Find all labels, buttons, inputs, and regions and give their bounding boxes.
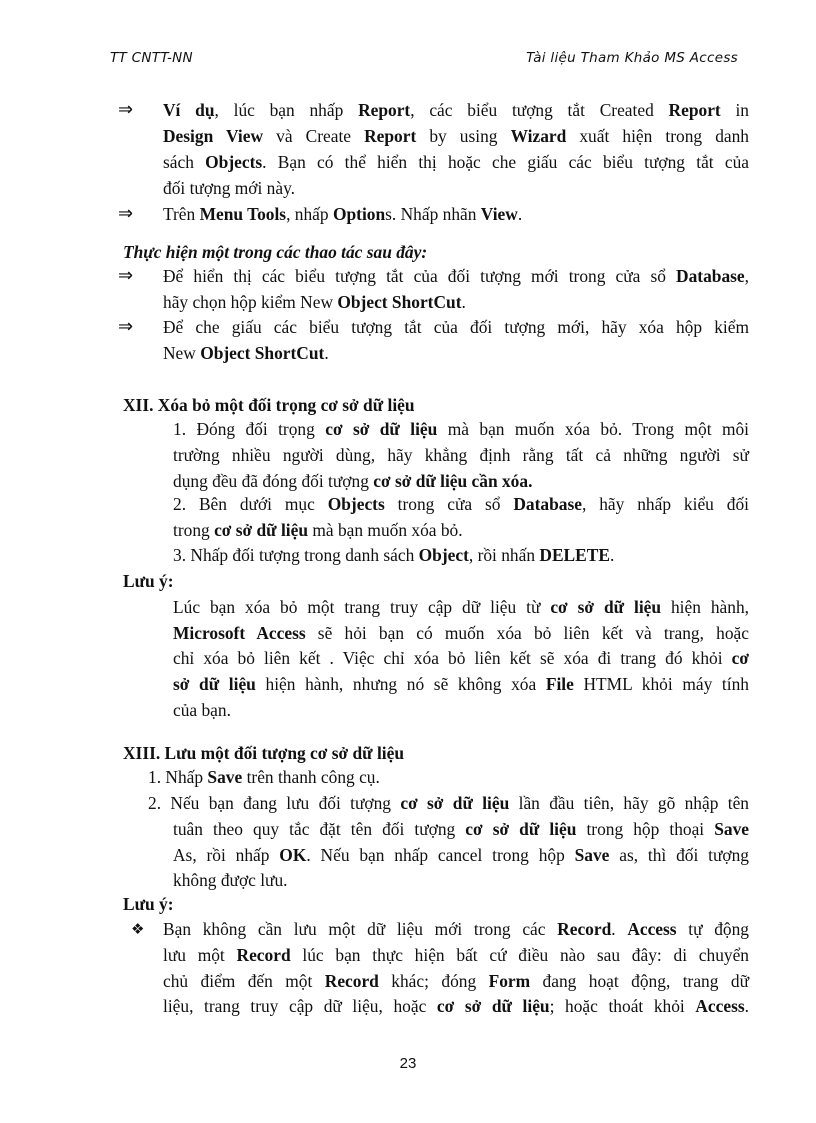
text-line: dụng đều đã đóng đối tượng cơ sở dữ liệu cần xóa. [173, 471, 533, 491]
text-line: tuân theo quy tắc đặt tên đối tượng cơ sở dữ liệu trong hộp thoại Save [173, 819, 749, 839]
header-left: TT CNTT-NN [110, 50, 193, 66]
text-line: đối tượng mới này. [163, 178, 295, 198]
text-line: Bạn không cần lưu một dữ liệu mới trong các Record. Access tự động [163, 919, 749, 939]
text-line: 1. Đóng đối trọng cơ sở dữ liệu mà bạn muốn xóa bỏ. Trong một môi [173, 419, 750, 439]
text-line: hãy chọn hộp kiểm New Object ShortCut. [163, 292, 466, 312]
note-label: Lưu ý: [123, 894, 174, 914]
text-line: New Object ShortCut. [163, 343, 329, 363]
section-heading: XIII. Lưu một đối tượng cơ sở dữ liệu [123, 743, 405, 763]
text-line: của bạn. [173, 700, 231, 720]
actions-heading: Thực hiện một trong các thao tác sau đây: [123, 242, 428, 262]
arrow-icon: ⇒ [118, 99, 134, 120]
arrow-icon: ⇒ [118, 265, 134, 286]
text-line: trong cơ sở dữ liệu mà bạn muốn xóa bỏ. [173, 520, 463, 540]
text-line: 3. Nhấp đối tượng trong danh sách Object, rồi nhấn DELETE. [173, 545, 615, 565]
text-line: Ví dụ, lúc bạn nhấp Report, các biểu tượng tắt Created Report in [163, 100, 749, 120]
section-heading: XII. Xóa bỏ một đối trọng cơ sở dữ liệu [123, 395, 415, 415]
text-line: Để hiển thị các biểu tượng tắt của đối tượng mới trong cửa sổ Database, [163, 266, 749, 286]
text-line: không được lưu. [173, 870, 288, 890]
text-line: Design View và Create Report by using Wizard xuất hiện trong danh [163, 126, 749, 146]
text-line: chủ điểm đến một Record khác; đóng Form đang hoạt động, trang dữ [163, 971, 750, 991]
page-number: 23 [399, 1055, 417, 1072]
text-line: lưu một Record lúc bạn thực hiện bất cứ điều nào sau đây: di chuyển [163, 945, 750, 965]
text-line: chỉ xóa bỏ liên kết . Việc chỉ xóa bỏ liên kết sẽ xóa đi trang đó khỏi cơ [173, 648, 749, 668]
arrow-icon: ⇒ [118, 203, 134, 224]
text-line: sở dữ liệu hiện hành, nhưng nó sẽ không xóa File HTML khỏi máy tính [173, 674, 749, 694]
text-line: Để che giấu các biểu tượng tắt của đối tượng mới, hãy xóa hộp kiểm [163, 317, 749, 337]
text-line: trường nhiều người dùng, hãy khẳng định rằng tất cả những người sử [173, 445, 749, 465]
list-item: 2. Nếu bạn đang lưu đối tượng cơ sở dữ liệu lần đầu tiên, hãy gõ nhập tên [148, 793, 750, 813]
header-right: Tài liệu Tham Khảo MS Access [526, 50, 738, 66]
text-line: Trên Menu Tools, nhấp Options. Nhấp nhãn View. [163, 204, 523, 224]
arrow-icon: ⇒ [118, 316, 134, 337]
text-line: As, rồi nhấp OK. Nếu bạn nhấp cancel trong hộp Save as, thì đối tượng [173, 845, 749, 865]
text-line: 2. Bên dưới mục Objects trong cửa sổ Database, hãy nhấp kiểu đối [173, 494, 749, 514]
note-label: Lưu ý: [123, 571, 174, 591]
text-line: sách Objects. Bạn có thể hiển thị hoặc che giấu các biểu tượng tắt của [163, 152, 750, 172]
text-line: Lúc bạn xóa bỏ một trang truy cập dữ liệu từ cơ sở dữ liệu hiện hành, [173, 597, 750, 617]
diamond-bullet-icon: ❖ [131, 920, 145, 938]
text-line: Microsoft Access sẽ hỏi bạn có muốn xóa bỏ liên kết và trang, hoặc [173, 623, 749, 643]
list-item: 1. Nhấp Save trên thanh công cụ. [148, 767, 380, 787]
text-line: liệu, trang truy cập dữ liệu, hoặc cơ sở dữ liệu; hoặc thoát khỏi Access. [163, 996, 749, 1016]
